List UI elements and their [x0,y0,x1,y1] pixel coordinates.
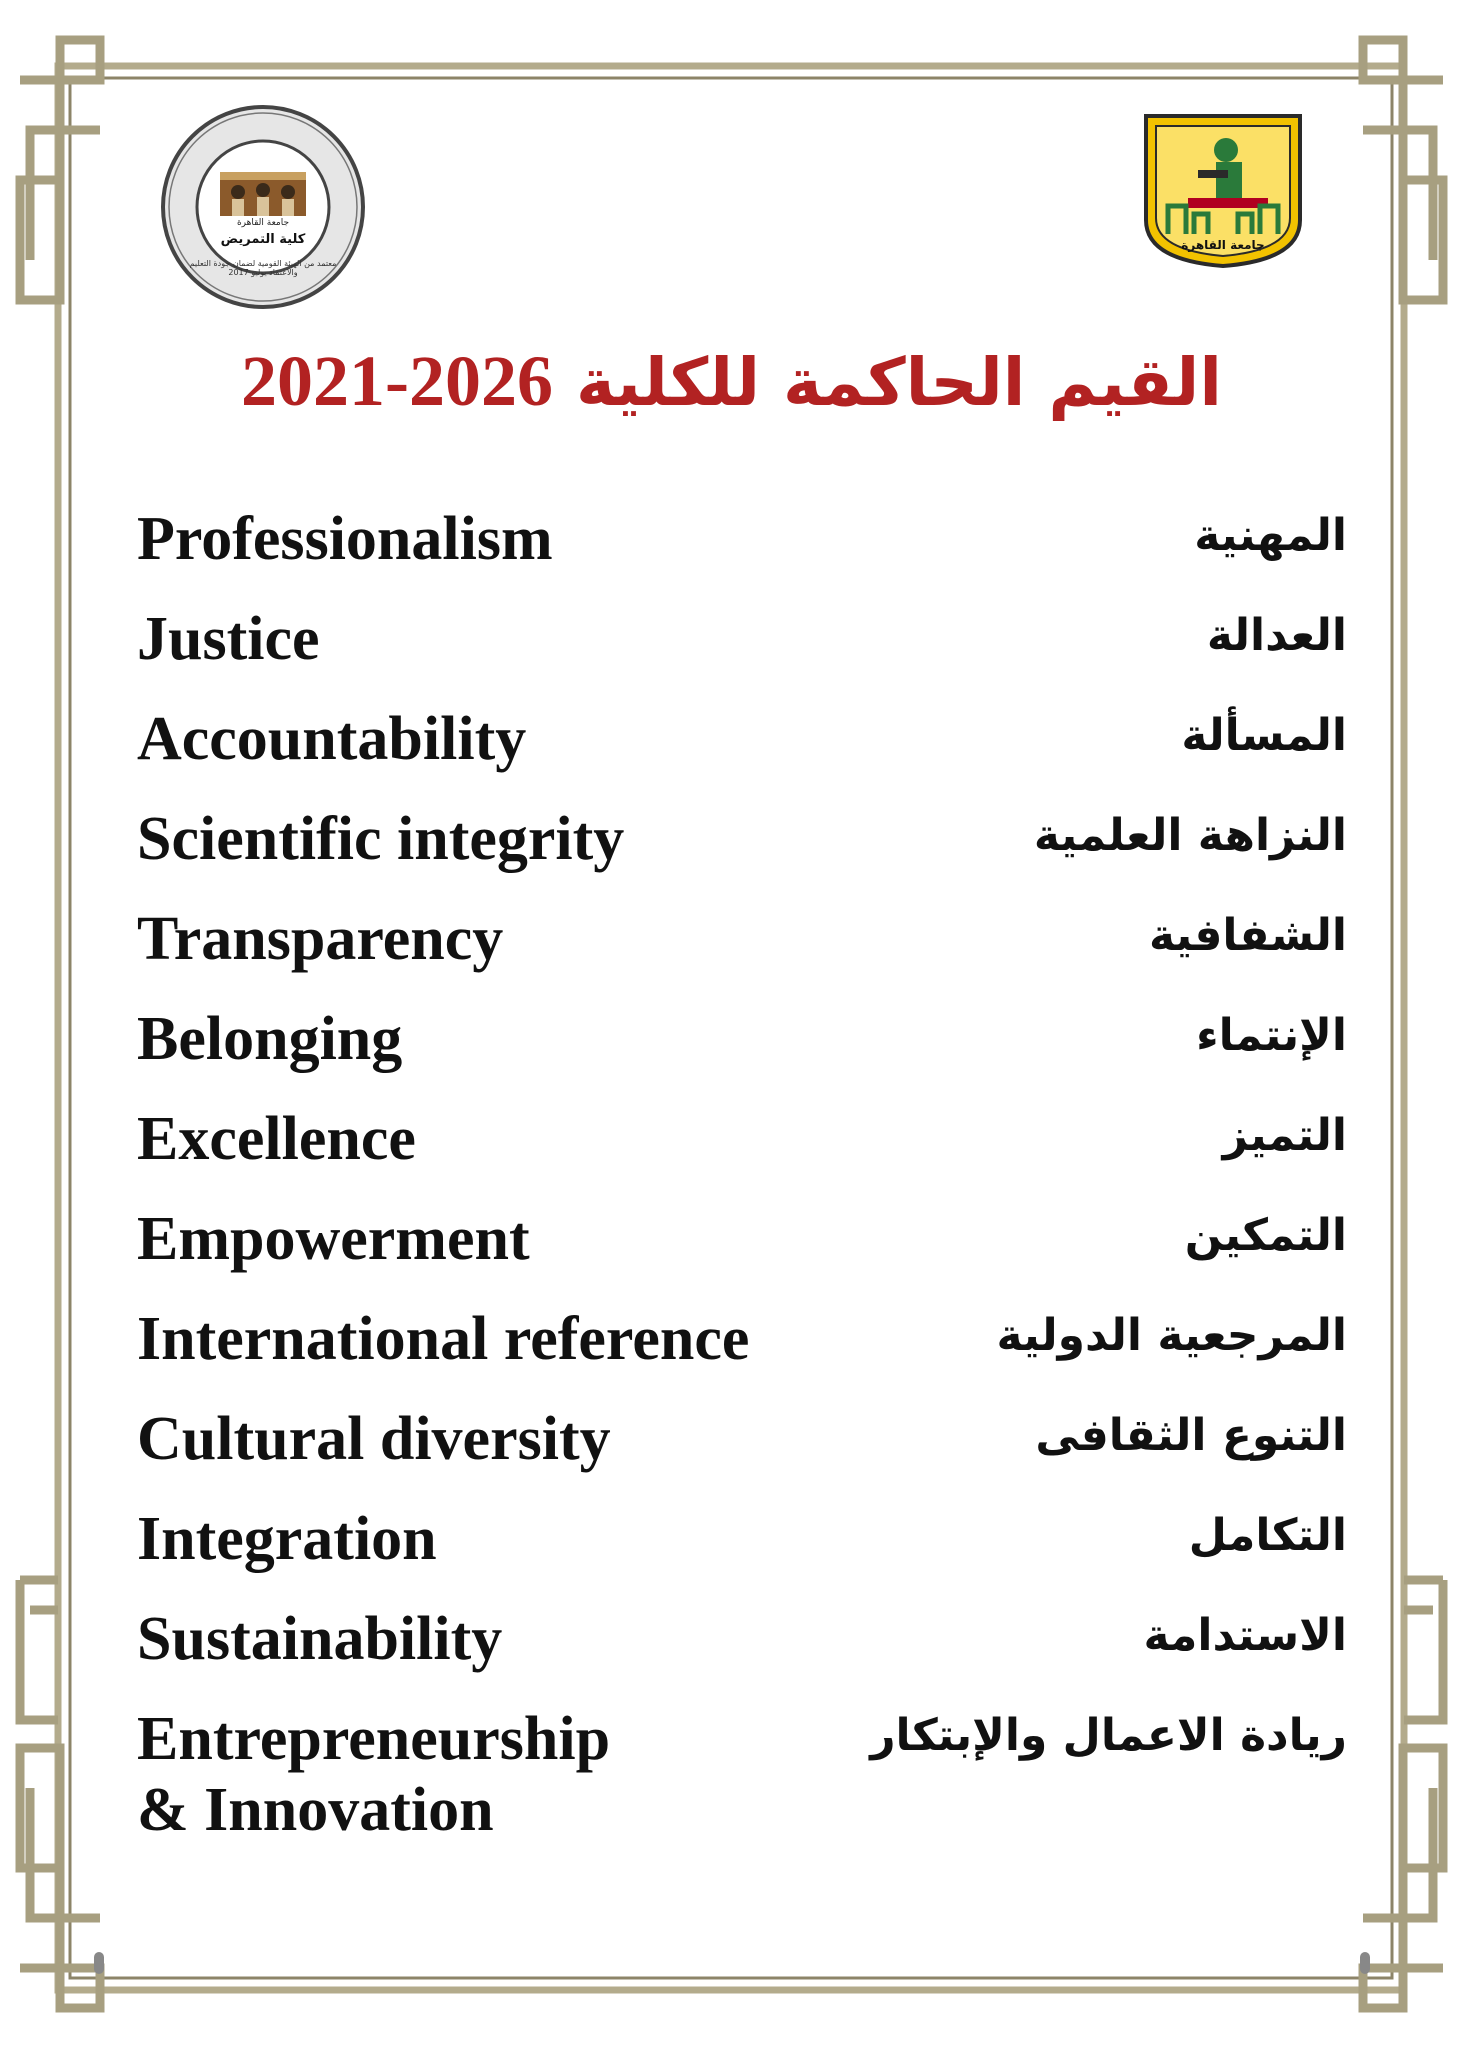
nursing-seal-icon [158,102,368,312]
value-row [137,1400,1347,1500]
cairo-university-logo [1138,110,1308,270]
value-row [137,1700,1347,1880]
value-english: International reference [137,1305,750,1373]
value-english: Accountability [137,705,527,773]
title-years: 2026-2021 [241,341,553,421]
seal-ring-text: معتمد من الهيئة القومية لضمان جودة التعليم والاعتماد يوليو 2017 [189,259,337,277]
value-english [137,1704,610,1847]
value-row [137,600,1347,700]
value-arabic: المهنية [1194,510,1347,561]
value-row [137,1100,1347,1200]
value-arabic: التكامل [1188,1510,1347,1561]
value-english-line-2: & Innovation [137,1776,494,1845]
page-dot-left [94,1952,104,1974]
value-english: Sustainability [137,1605,503,1673]
value-row [137,700,1347,800]
value-english: Empowerment [137,1205,530,1273]
value-row [137,1500,1347,1600]
value-arabic: الاستدامة [1143,1610,1347,1661]
value-english: Transparency [137,905,504,973]
values-list [137,500,1347,1880]
value-row [137,1300,1347,1400]
value-row [137,1600,1347,1700]
value-english: Professionalism [137,505,553,573]
title-arabic: القيم الحاكمة للكلية [575,344,1222,421]
value-arabic: الشفافية [1148,910,1347,961]
value-arabic: التمكين [1184,1210,1347,1261]
page-dot-right [1360,1952,1370,1974]
value-arabic: المرجعية الدولية [996,1310,1347,1361]
value-row [137,500,1347,600]
value-english-line-1: Entrepreneurship [137,1705,611,1773]
value-arabic: المسألة [1181,710,1347,761]
value-arabic: العدالة [1206,610,1347,661]
value-arabic: ريادة الاعمال والإبتكار [870,1710,1347,1761]
value-row [137,900,1347,1000]
value-row [137,1200,1347,1300]
value-english: Integration [137,1505,437,1573]
value-english: Scientific integrity [137,805,625,873]
value-english: Cultural diversity [137,1405,611,1473]
university-caption: جامعة القاهرة [1181,238,1265,252]
value-row [137,1000,1347,1100]
value-row [137,800,1347,900]
page-title [150,341,1313,421]
seal-inner-text-2: كلية التمريض [220,232,306,247]
value-english: Justice [137,605,320,673]
seal-inner-text-1: جامعة القاهرة [236,218,290,228]
value-english: Excellence [137,1105,416,1173]
value-english: Belonging [137,1005,403,1073]
value-arabic: التنوع الثقافى [1035,1410,1347,1461]
faculty-of-nursing-logo [158,102,368,312]
value-arabic: الإنتماء [1196,1010,1347,1061]
value-arabic: التميز [1222,1110,1347,1161]
value-arabic: النزاهة العلمية [1033,810,1347,861]
